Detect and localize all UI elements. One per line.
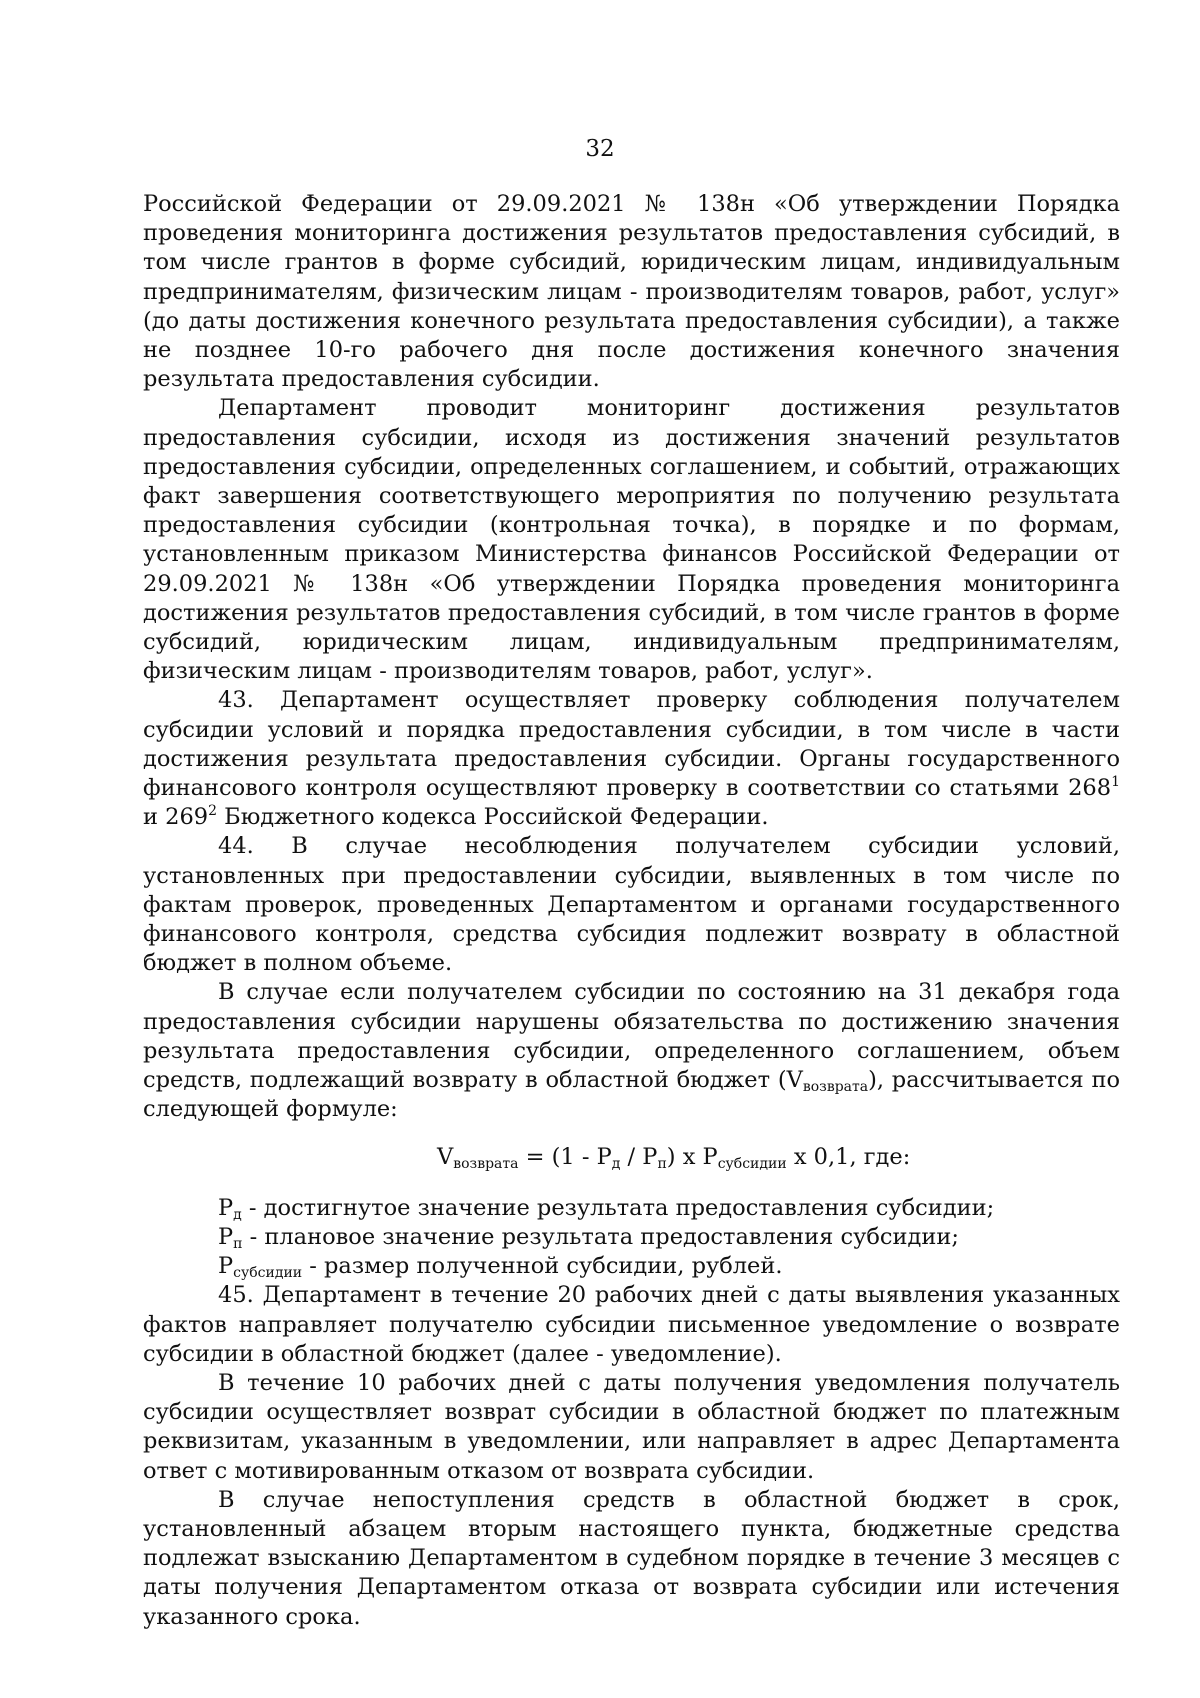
definition-ps-text: - размер полученной субсидии, рублей.: [302, 1253, 783, 1280]
formula-v: V: [437, 1143, 454, 1170]
return-formula: [143, 1143, 1120, 1172]
paragraph-43: [143, 686, 1120, 832]
definition-pp-symbol: P: [218, 1223, 234, 1250]
formula-pp-subscript: п: [657, 1155, 667, 1172]
definition-pd-symbol: P: [218, 1194, 234, 1221]
article-268-superscript: 1: [1111, 774, 1120, 791]
formula-part-4: x 0,1, где:: [786, 1143, 911, 1170]
definition-pd-subscript: д: [233, 1206, 242, 1223]
formula-v-subscript: возврата: [453, 1155, 519, 1172]
definition-pp: [143, 1223, 1120, 1252]
formula-part-1: = (1 - P: [518, 1143, 612, 1170]
paragraph-return-text-b: ), рассчитывается по следующей формуле:: [143, 1067, 1121, 1123]
formula-part-2: / P: [620, 1143, 658, 1170]
paragraph-recovery: В случае непоступления средств в областной бюджет в срок, установленный абзацем вторым настоящего пункта, бюджетные средства подлежат взысканию Департаментом в судебном порядке в течение 3 месяцев с даты получения Департаментом отказа от возврата субсидии или истечения указанного срока.: [143, 1486, 1120, 1630]
paragraph-44: 44. В случае несоблюдения получателем субсидии условий, установленных при предоставлении субсидии, выявленных в том числе по фактам проверок, проведенных Департаментом и органами государственного финансового контроля, средства субсидия подлежит возврату в областной бюджет в полном объеме.: [143, 833, 1120, 977]
definition-ps-subscript: субсидии: [233, 1265, 303, 1282]
formula-ps-subscript: субсидии: [717, 1155, 787, 1172]
document-body: [143, 190, 1120, 1632]
paragraph-continuation: Российской Федерации от 29.09.2021 № 138н «Об утверждении Порядка проведения мониторинга достижения результатов предоставления субсидий, в том числе грантов в форме субсидий, юридическим лицам, индивидуальным предпринимателям, физическим лицам - производителям товаров, работ, услуг» (до даты достижения конечного результата предоставления субсидии), а также не позднее 10-го рабочего дня после достижения конечного значения результата предоставления субсидии.: [143, 191, 1120, 393]
definition-pp-subscript: п: [233, 1235, 243, 1252]
definition-ps: [143, 1252, 1120, 1281]
definition-ps-symbol: P: [218, 1253, 234, 1280]
paragraph-43-text-a: 43. Департамент осуществляет проверку соблюдения получателем субсидии условий и порядка предоставления субсидии, в том числе в части достижения результата предоставления субсидии. Органы государственного финансового контроля осуществляют проверку в соответствии со статьями 268: [143, 687, 1120, 802]
paragraph-45: 45. Департамент в течение 20 рабочих дней с даты выявления указанных фактов направляет получателю субсидии письменное уведомление о возврате субсидии в областной бюджет (далее - уведомление).: [143, 1282, 1120, 1367]
v-return-subscript: возврата: [802, 1079, 869, 1096]
article-269-superscript: 2: [208, 803, 218, 820]
paragraph-return-deadline: В течение 10 рабочих дней с даты получения уведомления получатель субсидии осуществляет возврат субсидии в областной бюджет по платежным реквизитам, указанным в уведомлении, или направляет в адрес Департамента ответ с мотивированным отказом от возврата субсидии.: [143, 1369, 1120, 1484]
page-number: 32: [585, 136, 615, 162]
formula-pd-subscript: д: [611, 1155, 621, 1172]
definition-pd: [143, 1194, 1120, 1223]
formula-part-3: ) x P: [666, 1143, 718, 1170]
paragraph-monitoring: Департамент проводит мониторинг достижения результатов предоставления субсидии, исходя из достижения значений результатов предоставления субсидии, определенных соглашением, и событий, отражающих факт завершения соответствующего мероприятия по получению результата предоставления субсидии (контрольная точка), в порядке и по формам, установленным приказом Министерства финансов Российской Федерации от 29.09.2021 № 138н «Об утверждении Порядка проведения мониторинга достижения результатов предоставления субсидий, в том числе грантов в форме субсидий, юридическим лицам, индивидуальным предпринимателям, физическим лицам - производителям товаров, работ, услуг».: [143, 395, 1120, 685]
definition-pd-text: - достигнутое значение результата предоставления субсидии;: [241, 1194, 995, 1221]
definition-pp-text: - плановое значение результата предоставления субсидии;: [242, 1223, 959, 1250]
paragraph-43-text-c: Бюджетного кодекса Российской Федерации.: [217, 804, 769, 831]
paragraph-return-volume: [143, 978, 1120, 1124]
paragraph-return-text-a: В случае если получателем субсидии по состоянию на 31 декабря года предоставления субсидии нарушены обязательства по достижению значения результата предоставления субсидии, определенного соглашением, объем средств, подлежащий возврату в областной бюджет (V: [143, 979, 1120, 1094]
paragraph-43-text-b: и 269: [143, 804, 209, 831]
